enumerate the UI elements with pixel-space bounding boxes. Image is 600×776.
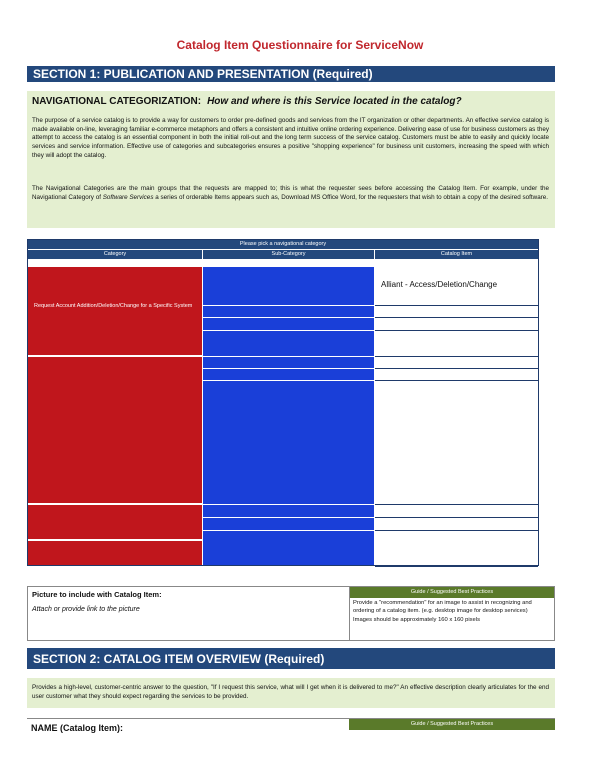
table-caption: Please pick a navigational category [28, 240, 538, 249]
column-header-subcategory: Sub-Category [203, 250, 374, 259]
catalog-item-divider [375, 504, 538, 505]
section2-description-box [27, 678, 555, 708]
navigational-category-table [27, 239, 539, 566]
picture-guide-header: Guide / Suggested Best Practices [350, 587, 554, 598]
catalog-item-divider [375, 530, 538, 531]
catalog-item-column[interactable] [375, 267, 538, 565]
navigational-categorization-box [27, 91, 555, 228]
nav-heading [32, 96, 462, 107]
nav-paragraph-2-emphasis: Software Services [102, 193, 154, 201]
nav-paragraph-1: The purpose of a service catalog is to provide a way for customers to order pre-defined goods and services from the IT organization or other departments. An effective service catalog is made available on-line, leveraging familiar e-commerce metaphors and offers a consistent and intuitive online ordering experience. Delivering ease of use for business customers as they attempt to access the catalog is an essential component in both the initial roll-out and the long term success of the service catalog. Customers must be able to easily and quickly locate services and service information. Effective use of categories and subcategories ensures a positive "shopping experience" for business unit customers, increasing the speed with which they will adopt the catalog. [32, 117, 549, 159]
name-label: NAME (Catalog Item): [31, 723, 123, 733]
section2-title: SECTION 2: CATALOG ITEM OVERVIEW (Required) [33, 651, 325, 666]
category-cell-1[interactable] [28, 267, 202, 355]
catalog-item-divider [375, 380, 538, 381]
picture-section [27, 586, 555, 641]
catalog-item-divider [375, 305, 538, 306]
catalog-item-divider [375, 566, 538, 567]
subcategory-divider [203, 330, 374, 331]
subcategory-divider [203, 504, 374, 505]
category-cell-2[interactable] [28, 357, 202, 503]
picture-guide-line-1: Provide a "recommendation" for an image to assist in recognizing and ordering of a catalog item. (e.g. desktop image for desktop services) [353, 600, 532, 615]
column-header-category: Category [28, 250, 202, 259]
picture-hint: Attach or provide link to the picture [32, 606, 140, 613]
nav-paragraph-2 [32, 185, 549, 202]
section1-header [27, 66, 555, 82]
nav-heading-label: NAVIGATIONAL CATEGORIZATION: [32, 96, 202, 107]
subcategory-divider [203, 380, 374, 381]
column-header-catalog-item: Catalog Item [375, 250, 538, 259]
name-field-row [27, 718, 555, 734]
nav-paragraph-2-a: The Navigational Categories are the main groups that the requests are mapped to; this is what the requester sees before accessing the Catalog Item. For example, under the Navigational Category of [32, 185, 549, 201]
subcategory-divider [203, 356, 374, 357]
section1-title: SECTION 1: PUBLICATION AND PRESENTATION (Required) [33, 67, 373, 81]
subcategory-divider [203, 566, 374, 567]
subcategory-divider [203, 305, 374, 306]
catalog-item-divider [375, 517, 538, 518]
catalog-item-divider [375, 330, 538, 331]
subcategory-divider [203, 517, 374, 518]
document-title: Catalog Item Questionnaire for ServiceNow [176, 38, 424, 52]
name-guide-header: Guide / Suggested Best Practices [349, 719, 555, 730]
category-cell-4[interactable] [28, 541, 202, 565]
picture-guide-text [353, 599, 553, 624]
picture-label: Picture to include with Catalog Item: [32, 590, 162, 599]
category-cell-1-text: Request Account Addition/Deletion/Change for a Specific System [34, 303, 193, 309]
subcategory-divider [203, 317, 374, 318]
catalog-item-divider [375, 368, 538, 369]
nav-question: How and where is this Service located in the catalog? [207, 96, 462, 107]
section2-header [27, 648, 555, 669]
picture-divider [349, 587, 350, 640]
subcategory-column[interactable] [203, 267, 374, 565]
catalog-item-divider [375, 356, 538, 357]
nav-paragraph-2-b: a series of orderable Items appears such as, Download MS Office Word, for the requesters that wish to obtain a copy of the desired software. [153, 193, 549, 201]
subcategory-divider [203, 530, 374, 531]
catalog-item-divider [375, 317, 538, 318]
picture-guide-line-2: Images should be approximately 160 x 160 pixels [353, 616, 480, 623]
catalog-item-1: Alliant - Access/Deletion/Change [381, 280, 498, 289]
category-cell-3[interactable] [28, 505, 202, 539]
picture-input[interactable] [32, 606, 342, 626]
name-input[interactable] [147, 720, 347, 733]
section2-description: Provides a high-level, customer-centric answer to the question, "If I request this service, what will I get when it is delivered to me?" An effective description clearly articulates for the end user customer what they should expect regarding the services to be provided. [32, 684, 549, 700]
subcategory-divider [203, 368, 374, 369]
